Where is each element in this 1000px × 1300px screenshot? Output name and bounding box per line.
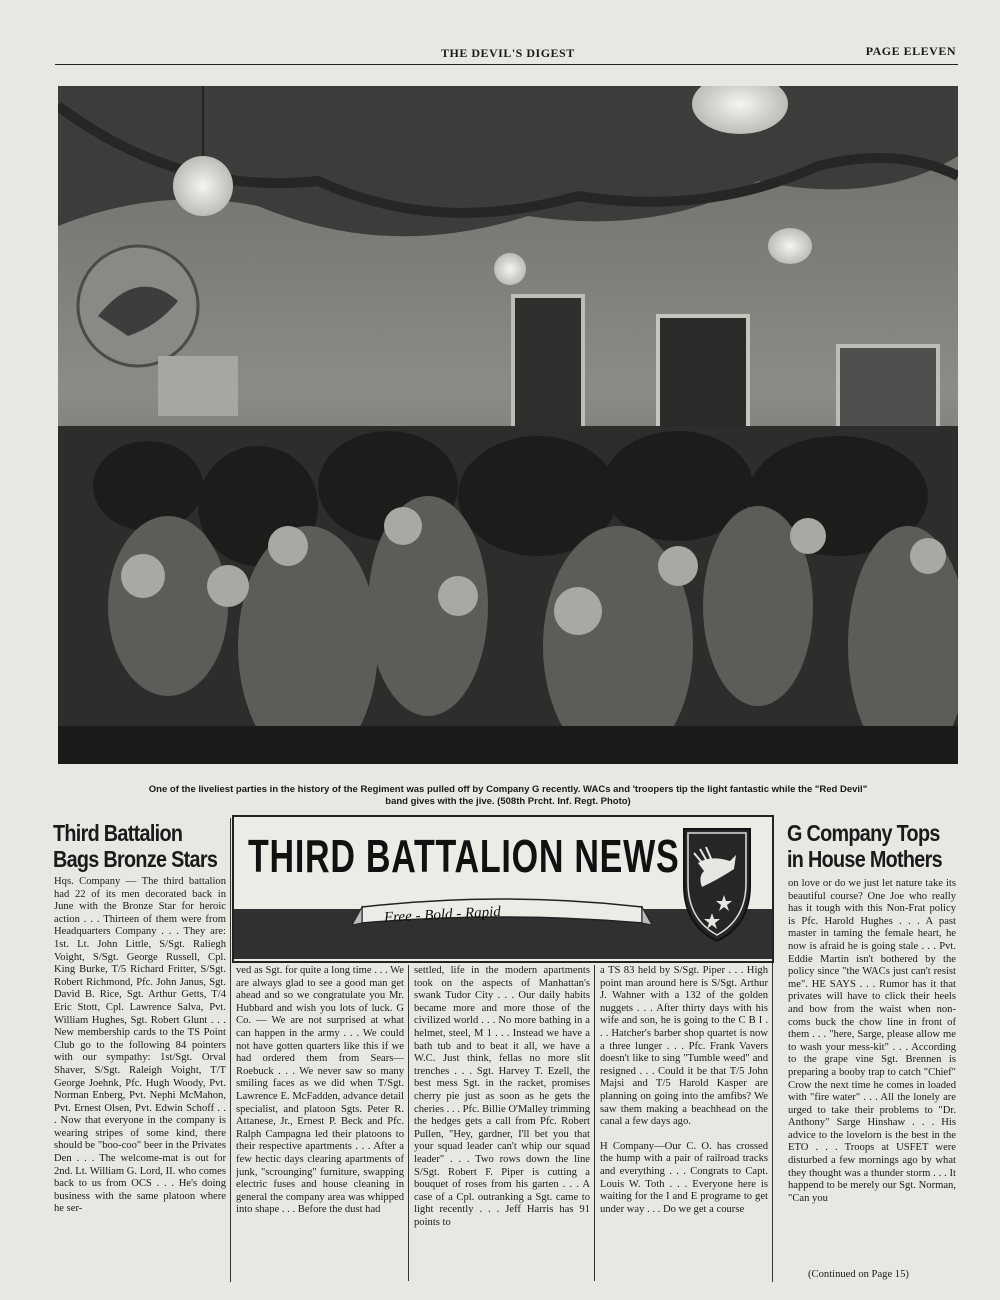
- caption-line-1: One of the liveliest parties in the history of the Regiment was pulled off by Company G recently. WACs and 'troopers tip the light fantastic while the "Red Devil": [148, 784, 868, 795]
- left-headline-2: Bags Bronze Stars: [53, 846, 218, 872]
- column-rule: [594, 965, 595, 1281]
- continued-on-page: (Continued on Page 15): [808, 1269, 909, 1280]
- column-2-text: ved as Sgt. for quite a long time . . . We are always glad to see a good man get ahead and so we congratulate you Mr. Hubbard and wish you lots of luck. G Co. — We are not surprised at what can happen in the army . . . We could not have gotten quarters like this if we had ordered them from Sears—Roebuck . . . We never saw so many smiling faces as we did when T/Sgt. Lawrence E. McFadden, advance detail specialist, and platoon Sgts. Peter R. Attanese, Jr., Ernest P. Beck and Pfc. Ralph Campagna led their platoons to their respective apartments . . . After a few hectic days clearing apartments of junk, "scrounging" furniture, swapping electric fuses and house cleaning in general the company area was whipped into shape . . . Before the dust had: [236, 965, 404, 1216]
- column-4-text-b: H Company—Our C. O. has crossed the hump with a pair of railroad tracks and everything . . . Congrats to Capt. Louis W. Toth . . . Everyone here is waiting for the I and E programe to get under way . . . Do we get a course: [600, 1140, 768, 1215]
- caption-line-2: band gives with the jive. (508th Prcht. Inf. Regt. Photo): [385, 796, 631, 807]
- left-article-text: Hqs. Company — The third battalion had 22 of its men decorated back in June with the Bronze Star for heroic action . . . Thirteen of them were from Headquarters Company . . . They are: 1st. Lt. John Little, S/Sgt. Raliegh Voight, S/Sgt. George Russell, Cpl. King Burke, T/5 Richard Fritter, S/Sgt. Robert Richmond, Pfc. John Janus, Sgt. David B. Rice, Sgt. Arthur Getts, T/4 Eric Stott, Cpl. Lawrence Salva, Pvt. William Hughes, Sgt. Robert Glunt . . . New membership cards to the TS Point Club go to the following 84 pointers with our sympathy: 1st/Sgt. Orval Shaver, S/Sgt. Raleigh Voight, T/T George Joehnk, Pfc. Hugh Woody, Pvt. Norman Enberg, Pvt. Nephi McMahon, Pvt. Ernest Olsen, Pvt. Edwin Schoff . . . Now that everyone in the company is wearing stripes of some kind, there should be "boo-coo" beer in the Privates Den . . . The welcome-mat is out for 2nd. Lt. William G. Lord, II. who comes back to us from OCS . . . He's doing business with the same platoon where he ser-: [54, 876, 226, 1215]
- column-4-text-a: a TS 83 held by S/Sgt. Piper . . . High point man around here is S/Sgt. Arthur J. Wahner with a 132 of the golden nuggets . . . After thirty days with his wife and son, he is going to the C B I . . . Hatcher's barber shop quartet is now a three lunger . . . Pfc. Frank Vavers doesn't like to sing "Tumble weed" and resigned . . . Could it be that T/5 John Majsi and T/5 Harold Kasper are planning on going into the amfibs? We saw them making a beachhead on the canal a few days ago.: [600, 965, 768, 1128]
- right-article-body: [788, 878, 956, 1269]
- dance-hall-photo: [58, 86, 958, 764]
- right-article-text: on love or do we just let nature take its beautiful course? One Joe who really has it tough with this Non-Frat policy is Pfc. Harold Hughes . . . A past master in taming the female heart, he now is afraid he is going stale . . . Pvt. Eddie Martin isn't bothered by the policy since "the WACs just can't resist me". HE SAYS . . . Rumor has it that privates will have to click their heels and bow from the waist when non-coms buck the chow line in front of them . . . "here, Sarge, please allow me to wash your mess-kit" . . . According to the grape vine Sgt. Brennen is preparing a booby trap to catch "Chief" Crow the next time he comes in loaded with "fire water" . . . All the lonely are urged to take their problems to "Dr. Anthony" Sarge Hinshaw . . . His advice to the lovelorn is the best in the ETO . . . Troops at USFET were disturbed a few mornings ago by what they thought was a thunder storm . . . It happend to be merely our Sgt. Norman, "Can you: [788, 878, 956, 1204]
- column-rule: [230, 818, 231, 1282]
- photo-caption: [58, 784, 958, 808]
- page-header-title: THE DEVIL'S DIGEST: [441, 46, 575, 60]
- article-column-3: [414, 965, 590, 1272]
- banner-title: THIRD BATTALION NEWS: [248, 830, 680, 882]
- column-rule: [408, 965, 409, 1281]
- article-column-4: [600, 965, 768, 1272]
- banner-motto: Free - Bold - Rapid: [383, 903, 502, 927]
- third-battalion-news-banner: [232, 815, 774, 963]
- column-3-text: settled, life in the modern apartments took on the aspects of Manhattan's swank Tudor City . . . Our daily habits became more and more those of the civilized world . . . No more bathing in a helmet, steel, M 1 . . . Instead we have a bath tub and to beat it all, we have a W.C. Just think, fellas no more slit trenches . . . Sgt. Harvey T. Ezell, the best mess Sgt. in the racket, promises cherry pie just as soon as he gets the cheries . . . Pfc. Billie O'Malley trimming the hedges gets a call from Pfc. Robert Pullen, "Hey, gardner, I'll bet you that your squad leader can't whip our squad leader" . . . Two rows down the line S/Sgt. Robert F. Piper is cutting a bouquet of roses from his garten . . . A case of a Cpl. outranking a Sgt. came to light recently . . . Jeff Harris has 91 points to: [414, 965, 590, 1228]
- header-rule: [55, 64, 958, 65]
- winged-foot-shield-icon: [680, 825, 754, 943]
- article-column-2: [236, 965, 404, 1272]
- right-headline-1: G Company Tops: [787, 820, 940, 846]
- left-article-body: [54, 876, 226, 1270]
- page-number: PAGE ELEVEN: [865, 44, 956, 58]
- right-headline-2: in House Mothers: [787, 846, 942, 872]
- left-headline-1: Third Battalion: [53, 820, 183, 846]
